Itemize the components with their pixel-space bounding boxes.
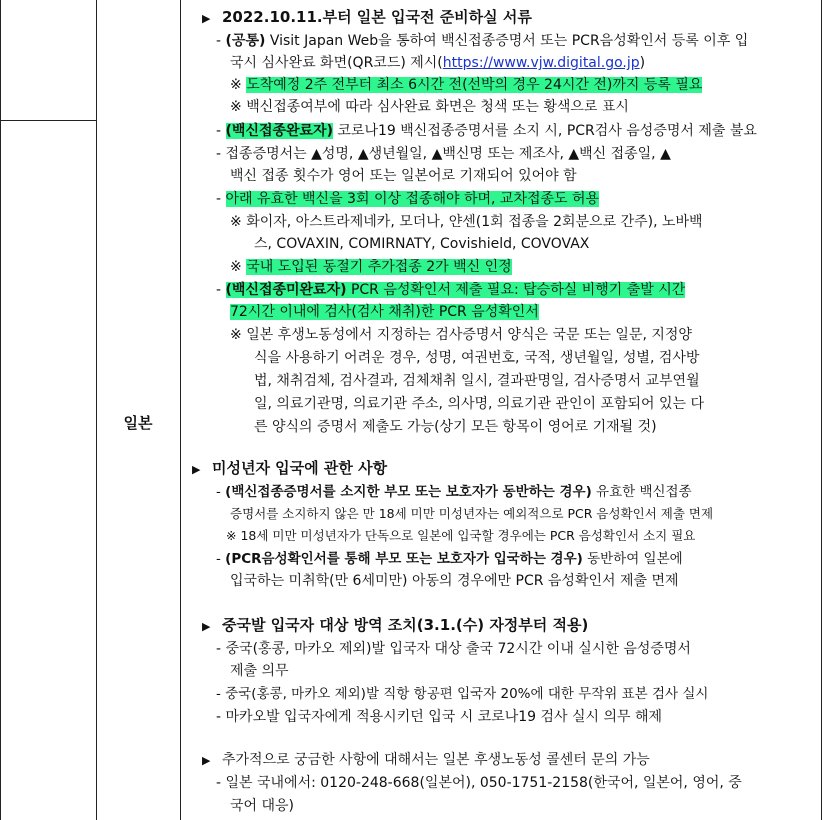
content-line: - 일본 국내에서: 0120-248-668(일본어), 050-1751-2158(한국어, 일본어, 영어, 중 (216, 775, 742, 791)
content-line: 국어 대응) (230, 798, 295, 814)
note-line: ※ 도착예정 2주 전부터 최소 6시간 전(선박의 경우 24시간 전)까지 등록 필요 (230, 77, 703, 93)
table-right-border (821, 0, 822, 820)
note-line: ※ 일본 후생노동성에서 지정하는 검사증명서 양식은 국문 또는 일문, 지정양 (230, 327, 692, 343)
content-line: - (공통) Visit Japan Web을 통하여 백신접종증명서 또는 PCR음성확인서 등록 이후 입 (216, 33, 749, 49)
table-divider-1 (96, 0, 97, 820)
note-line: ※ 화이자, 아스트라제네카, 모더나, 얀센(1회 접종을 2회분으로 간주), 노바백 (230, 214, 703, 230)
section-header: ▶ 2022.10.11.부터 일본 입국전 준비하실 서류 (202, 6, 532, 30)
content-line: 증명서를 소지하지 않은 만 18세 미만 미성년자는 예외적으로 PCR 음성확인서 제출 면제 (230, 506, 714, 521)
note-line: ※ 18세 미만 미성년자가 단독으로 일본에 입국할 경우에는 PCR 음성확인서 소지 필요 (226, 528, 696, 543)
triangle-bullet-icon: ▶ (202, 12, 211, 25)
content-line: - 마카오발 입국자에게 적용시키던 입국 시 코로나19 검사 실시 의무 해제 (216, 709, 663, 725)
content-line: - (백신접종증명서를 소지한 부모 또는 보호자가 동반하는 경우) 유효한 백신접종 (216, 484, 692, 500)
content-line: - (백신접종미완료자) PCR 음성확인서 제출 필요: 탑승하실 비행기 출발 시간 (216, 282, 686, 298)
content-line: - 중국(홍콩, 마카오 제외)발 입국자 대상 출국 72시간 이내 실시한 음성증명서 (216, 641, 691, 657)
content-line: - (백신접종완료자) 코로나19 백신접종증명서를 소지 시, PCR검사 음성증명서 제출 불요 (216, 123, 757, 139)
section-header: ▶ 추가적으로 궁금한 사항에 대해서는 일본 후생노동성 콜센터 문의 가능 (202, 749, 650, 772)
content-line: 식을 사용하기 어려운 경우, 성명, 여권번호, 국적, 생년월일, 성별, 검사방 (254, 350, 700, 366)
triangle-bullet-icon: ▶ (202, 620, 211, 633)
content-line: - 접종증명서는 ▲성명, ▲생년월일, ▲백신명 또는 제조사, ▲백신 접종일, ▲ (216, 146, 671, 162)
content-line: 스, COVAXIN, COMIRNATY, Covishield, COVOVAX (254, 236, 590, 252)
table-divider-2 (180, 0, 181, 820)
content-line: 법, 채취검체, 검사결과, 검체채취 일시, 결과판명일, 검사증명서 교부연월 (254, 373, 700, 389)
content-line: 입국하는 미취학(만 6세미만) 아동의 경우에만 PCR 음성확인서 제출 면제 (230, 573, 679, 589)
content-line: 일, 의료기관명, 의료기관 주소, 의사명, 의료기관 관인이 포함되어 있는 다 (254, 396, 705, 412)
table-row-border (0, 120, 96, 121)
content-line: 백신 접종 횟수가 영어 또는 일본어로 기재되어 있어야 함 (230, 168, 577, 184)
vjw-link[interactable]: https://www.vjw.digital.go.jp (442, 55, 640, 71)
note-line: ※ 백신접종여부에 따라 심사완료 화면은 청색 또는 황색으로 표시 (230, 99, 629, 115)
country-label: 일본 (123, 414, 153, 432)
content-line: 국시 심사완료 화면(QR코드) 제시(https://www.vjw.digital.go.jp) (230, 55, 646, 71)
content-line: 제출 의무 (230, 663, 289, 679)
section-header: ▶ 미성년자 입국에 관한 사항 (192, 457, 387, 481)
content-line: 른 양식의 증명서 제출도 가능(상기 모든 항목이 영어로 기재될 것) (254, 419, 657, 435)
content-line: - (PCR음성확인서를 통해 부모 또는 보호자가 입국하는 경우) 동반하여 일본에 (216, 551, 683, 567)
content-line: - 중국(홍콩, 마카오 제외)발 직항 항공편 입국자 20%에 대한 무작위 표본 검사 실시 (216, 686, 709, 702)
content-line: 72시간 이내에 검사(검사 채취)한 PCR 음성확인서 (230, 304, 539, 320)
triangle-bullet-icon: ▶ (202, 754, 211, 767)
content-line: - 아래 유효한 백신을 3회 이상 접종해야 하며, 교차접종도 허용 (216, 191, 600, 207)
section-header: ▶ 중국발 입국자 대상 방역 조치(3.1.(수) 자정부터 적용) (202, 614, 588, 638)
triangle-bullet-icon: ▶ (192, 463, 201, 476)
table-left-border (0, 0, 1, 820)
note-line: ※ 국내 도입된 동절기 추가접종 2가 백신 인정 (230, 259, 512, 275)
